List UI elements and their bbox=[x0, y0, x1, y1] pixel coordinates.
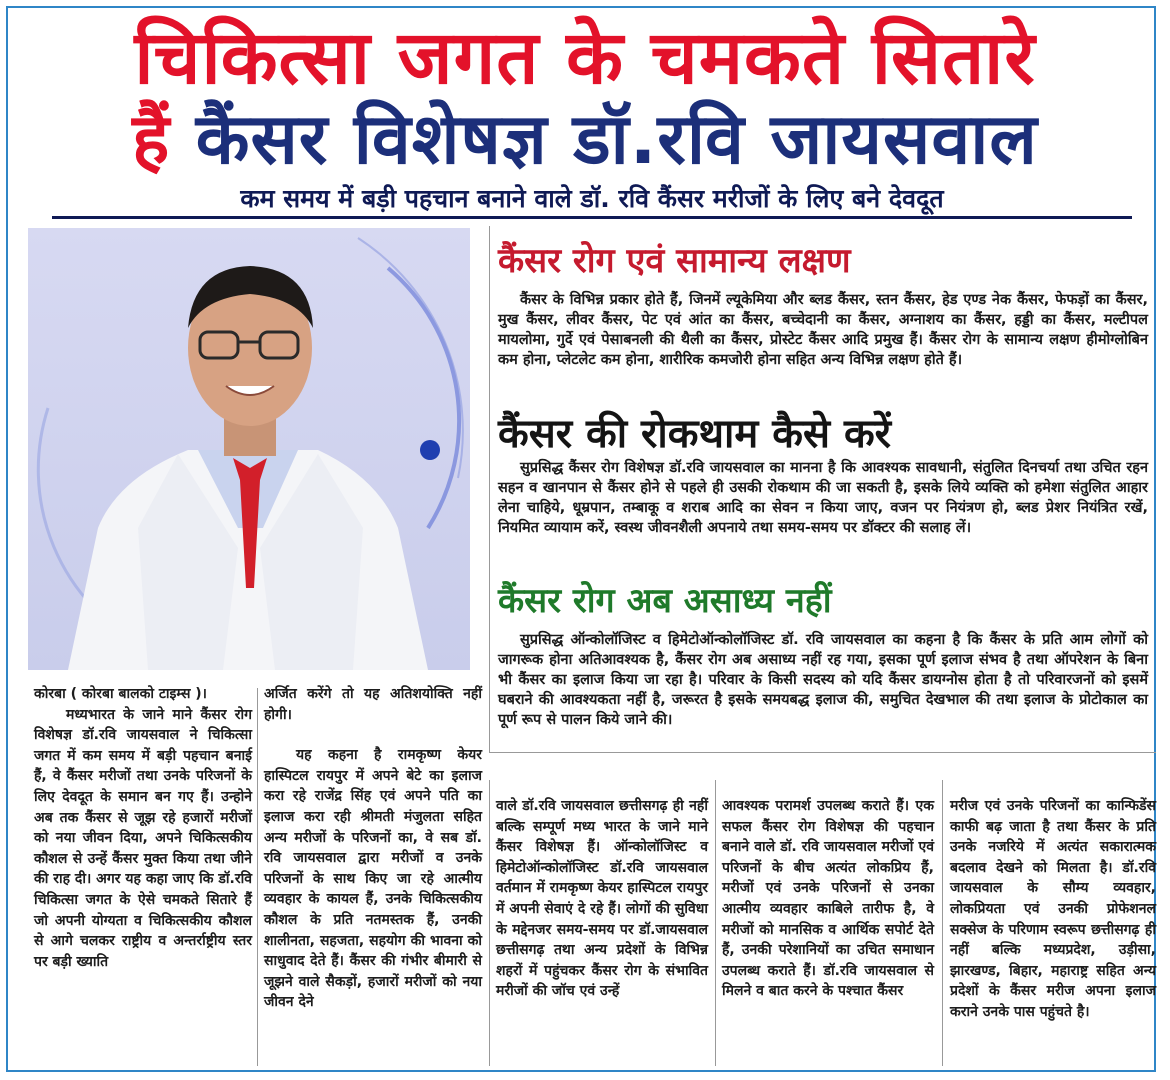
article-column-3 bbox=[496, 796, 708, 1002]
column-5-text: मरीज एवं उनके परिजनों का कान्फिडेंस काफी बढ़ जाता है तथा कैंसर के प्रति उनके नजरिये में अत्यंत सकारात्मक बदलाव देखने को मिलता है। डॉ.रवि जायसवाल के सौम्य व्यवहार, लोकप्रियता एवं उनकी प्रोफेशनल सक्सेज के परिणाम स्वरूप छत्तीसगढ़ ही नहीं बल्कि मध्यप्रदेश, उड़ीसा, झारखण्ड, बिहार, महाराष्ट्र सहित अन्य प्रदेशों के कैंसर मरीज अपना इलाज कराने उनके पास पहुंचते है। bbox=[950, 798, 1156, 1020]
column-2-paragraph-1: अर्जित करेंगे तो यह अतिशयोक्ति नहीं होगी। bbox=[264, 686, 482, 723]
headline-line-2-prefix: हैं bbox=[132, 98, 171, 180]
column-1-text: मध्यभारत के जाने माने कैंसर रोग विशेषज्ञ डॉ.रवि जायसवाल ने चिकित्सा जगत में कम समय में बड़ी पहचान बनाई हैं, वे कैंसर मरीजों तथा उनके परिजनों के लिए देवदूत के समान बन गए हैं। उन्होने अब तक कैंसर से जूझ रहे हजारों मरीजों को नया जीवन दिया, अपने चिकित्सकीय कौशल से उन्हें कैंसर मुक्त किया तथा जीने की राह दी। अगर यह कहा जाए कि डॉ.रवि चिकित्सा जगत के ऐसे चमकते सितारे हैं जो अपनी योग्यता व चिकित्सकीय कौशल से आगे चलकर राष्ट्रीय व अन्तर्राष्ट्रीय स्तर पर बड़ी ख्याति bbox=[34, 706, 252, 970]
section-divider bbox=[489, 226, 490, 752]
doctor-portrait-illustration bbox=[28, 228, 470, 670]
column-4-text: आवश्यक परामर्श उपलब्ध कराते हैं। एक सफल कैंसर रोग विशेषज्ञ की पहचान बनाने वाले डॉ. रवि जायसवाल मरीजों एवं परिजनों के बीच अत्यंत लोकप्रिय हैं, मरीजों एवं उनके परिजनों से उनका आत्मीय व्यवहार काबिले तारीफ है, वे मरीजों को मानसिक व आर्थिक सपोर्ट देते हैं, उनकी परेशानियों का उचित समाधान उपलब्ध कराते हैं। डॉ.रवि जायसवाल से मिलने व बात करने के पश्चात कैंसर bbox=[722, 798, 934, 1000]
dateline: कोरबा ( कोरबा बालको टाइम्स )। bbox=[34, 686, 207, 702]
headline-line-1: चिकित्सा जगत के चमकते सितारे bbox=[134, 15, 1036, 101]
subheadline: कम समय में बड़ी पहचान बनाने वाले डॉ. रवि कैंसर मरीजों के लिए बने देवदूत bbox=[52, 182, 1132, 219]
section-title-prevention: कैंसर की रोकथाम कैसे करें bbox=[498, 410, 892, 457]
article-column-2 bbox=[264, 684, 482, 1013]
column-2-paragraph-2: यह कहना है रामकृष्ण केयर हास्पिटल रायपुर में अपने बेटे का इलाज करा रहे राजेंद्र सिंह एवं अपने पति का इलाज करा रही श्रीमती मंजुलता सहित अन्य मरीजों के परिजनों का, वे सब डॉ. रवि जायसवाल द्वारा मरीजों व उनके परिजनों के साथ किए जा रहे आत्मीय व्यवहार के कायल हैं, उनके चिकित्सकीय कौशल के प्रति नतमस्तक हैं, उनकी शालीनता, सहजता, सहयोग की भावना को साधुवाद देते हैं। कैंसर की गंभीर बीमारी से जूझने वाले सैकड़ों, हजारों मरीजों को नया जीवन देने bbox=[264, 747, 482, 1011]
column-divider bbox=[257, 688, 258, 1066]
column-3-text: वाले डॉ.रवि जायसवाल छत्तीसगढ़ ही नहीं बल्कि सम्पूर्ण मध्य भारत के जाने माने कैंसर विशेषज्ञ हैं। ऑन्कोलॉजिस्ट व हिमेटोऑन्कोलॉजिस्ट डॉ.रवि जायसवाल वर्तमान में रामकृष्ण केयर हास्पिटल रायपुर में अपनी सेवाएं दे रहे हैं। लोगों की सुविधा के मद्देनजर समय-समय पर डॉ.जायसवाल छत्तीसगढ़ तथा अन्य प्रदेशों के विभिन्न शहरों में पहुंचकर कैंसर रोग के संभावित मरीजों की जॉच एवं उन्हें bbox=[496, 798, 708, 1000]
column-divider bbox=[715, 780, 716, 1066]
section-title-symptoms: कैंसर रोग एवं सामान्य लक्षण bbox=[498, 241, 851, 281]
doctor-photo bbox=[28, 228, 470, 670]
section-body-symptoms: कैंसर के विभिन्न प्रकार होते हैं, जिनमें ल्यूकेमिया और ब्लड कैंसर, स्तन कैंसर, हेड एण्ड नेक कैंसर, फेफड़ों का कैंसर, मुख कैंसर, लीवर कैंसर, पेट एवं आंत का कैंसर, बच्चेदानी का कैंसर, अग्नाशय का कैंसर, हड्डी का कैंसर, मल्टीपल मायलोमा, गुर्दे एवं पेसाबनली की थैली का कैंसर, प्रोस्टेट कैंसर आदि प्रमुख हैं। कैंसर रोग के सामान्य लक्षण हीमोग्लोबिन कम होना, प्लेटलेट कम होना, शारीरिक कमजोरी होना सहित अन्य विभिन्न लक्षण होते हैं। bbox=[498, 292, 1148, 368]
section-title-curable: कैंसर रोग अब असाध्य नहीं bbox=[498, 581, 832, 621]
article-column-1 bbox=[34, 684, 252, 972]
column-divider bbox=[489, 780, 490, 1066]
headline-line-2-rest: कैंसर विशेषज्ञ डॉ.रवि जायसवाल bbox=[195, 98, 1038, 180]
article-column-5 bbox=[950, 796, 1156, 1023]
headline-line-2 bbox=[0, 96, 1170, 182]
section-body-curable: सुप्रसिद्ध ऑन्कोलॉजिस्ट व हिमेटोऑन्कोलॉजिस्ट डॉ. रवि जायसवाल का कहना है कि कैंसर के प्रति आम लोगों को जागरूक होना अतिआवश्यक है, कैंसर रोग अब असाध्य नहीं रह गया, इसका पूर्ण इलाज संभव है तथा ऑपरेशन के बिना भी कैंसर का इलाज किया जा रहा है। परिवार के किसी सदस्य को यदि कैंसर डायग्नोस होता है तो परिवारजनों को इसमें घबराने की आवश्यकता नहीं है, जरूरत है इसके समयबद्ध इलाज की, समुचित देखभाल की तथा इलाज के प्रोटोकाल का पूर्ण रूप से पालन किये जाने की। bbox=[498, 632, 1148, 728]
column-divider bbox=[942, 780, 943, 1066]
article-column-4 bbox=[722, 796, 934, 1002]
section-bottom-rule bbox=[489, 752, 1156, 753]
section-body-prevention: सुप्रसिद्ध कैंसर रोग विशेषज्ञ डॉ.रवि जायसवाल का मानना है कि आवश्यक सावधानी, संतुलित दिनचर्या तथा उचित रहन सहन व खानपान से कैंसर होने से पहले ही उसकी रोकथाम की जा सकती है, इसके लिये व्यक्ति को हमेशा संतुलित आहार लेना चाहिये, धूम्रपान, तम्बाकू व शराब आदि का सेवन न किया जाए, वजन पर नियंत्रण हो, ब्लड प्रेशर नियंत्रित रखें, नियमित व्यायाम करें, स्वस्थ जीवनशैली अपनाये तथा समय-समय पर डॉक्टर की सलाह लें। bbox=[498, 460, 1148, 536]
